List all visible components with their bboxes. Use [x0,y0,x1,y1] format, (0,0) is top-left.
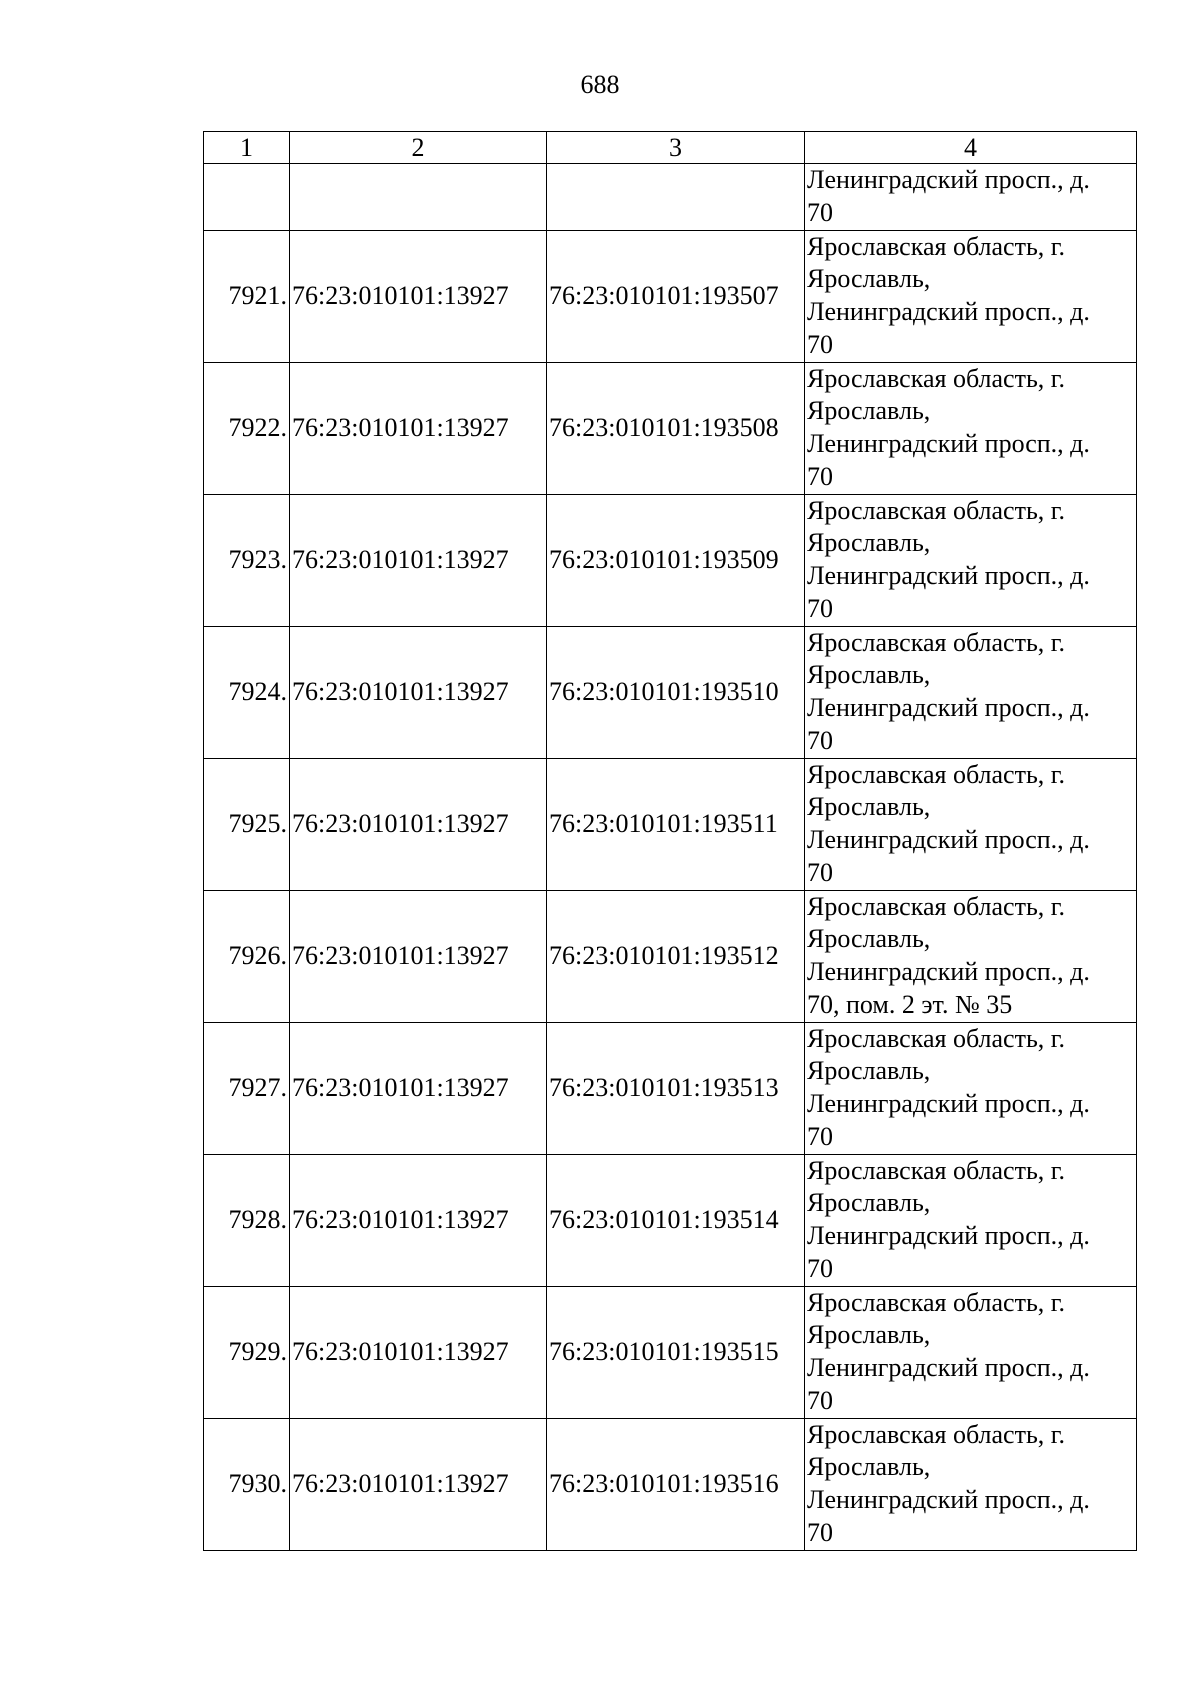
cell-code-2: 76:23:010101:13927 [290,890,547,1022]
address-line: Ленинградский просп., д. [807,693,1090,722]
address-line: Ярославская область, г. [807,627,1066,657]
address-line: Ленинградский просп., д. [807,1221,1090,1250]
address-line: Ярославль, [807,1320,931,1350]
table-header-row [204,132,1137,164]
address-line: 70 [807,461,833,491]
address-line: Ярославль, [807,1452,931,1482]
cell-address [805,494,1137,626]
cell-code-3: 76:23:010101:193515 [547,1286,805,1418]
cell-number: 7922. [204,362,290,494]
page-number: 688 [580,70,620,99]
cell-number: 7929. [204,1286,290,1418]
cell-address [805,1286,1137,1418]
cell-code-2: 76:23:010101:13927 [290,1022,547,1154]
address-line: Ленинградский просп., д. [807,825,1090,854]
column-header-1: 1 [204,132,290,164]
cell-code-2: 76:23:010101:13927 [290,362,547,494]
cell-code-3 [547,164,805,231]
cell-address [805,758,1137,890]
address-line: Ярославская область, г. [807,759,1066,789]
cell-number: 7921. [204,230,290,362]
table-row [204,890,1137,1022]
cell-code-3: 76:23:010101:193511 [547,758,805,890]
cell-number: 7926. [204,890,290,1022]
address-line: Ярославль, [807,264,931,294]
cell-code-2: 76:23:010101:13927 [290,1154,547,1286]
column-header-2: 2 [290,132,547,164]
table-row [204,1418,1137,1550]
cell-number [204,164,290,231]
address-line: 70 [807,1517,833,1547]
address-line: Ярославская область, г. [807,891,1066,921]
cell-code-3: 76:23:010101:193516 [547,1418,805,1550]
table-row [204,626,1137,758]
table-row [204,1286,1137,1418]
address-line: Ярославская область, г. [807,1155,1066,1185]
cell-number: 7923. [204,494,290,626]
cell-code-2: 76:23:010101:13927 [290,626,547,758]
address-line: Ярославская область, г. [807,495,1066,525]
address-line: Ленинградский просп., д. [807,1353,1090,1382]
address-line: 70 [807,593,833,623]
address-line: Ленинградский просп., д. [807,1089,1090,1118]
cell-code-2 [290,164,547,231]
address-line: Ярославская область, г. [807,1287,1066,1317]
cell-code-2: 76:23:010101:13927 [290,494,547,626]
address-line: Ярославль, [807,396,931,426]
cell-address [805,230,1137,362]
address-line: 70, пом. 2 эт. № 35 [807,989,1013,1019]
cell-address [805,1418,1137,1550]
address-line: Ярославль, [807,660,931,690]
address-line: Ярославль, [807,1188,931,1218]
cell-code-3: 76:23:010101:193507 [547,230,805,362]
address-line: Ленинградский просп., д. [807,165,1090,194]
cell-code-3: 76:23:010101:193508 [547,362,805,494]
address-line: Ярославль, [807,528,931,558]
table-row [204,494,1137,626]
address-line: Ярославская область, г. [807,1023,1066,1053]
address-line: 70 [807,197,833,227]
address-line: Ленинградский просп., д. [807,1485,1090,1514]
address-line: Ленинградский просп., д. [807,297,1090,326]
cell-address [805,890,1137,1022]
address-line: 70 [807,1121,833,1151]
cell-number: 7925. [204,758,290,890]
table-row [204,362,1137,494]
cell-code-3: 76:23:010101:193510 [547,626,805,758]
registry-table [203,131,1137,1551]
address-line: 70 [807,1253,833,1283]
cell-address [805,1154,1137,1286]
cell-number: 7928. [204,1154,290,1286]
address-line: Ярославль, [807,792,931,822]
address-line: Ярославль, [807,924,931,954]
cell-code-2: 76:23:010101:13927 [290,230,547,362]
cell-code-3: 76:23:010101:193509 [547,494,805,626]
cell-code-2: 76:23:010101:13927 [290,758,547,890]
cell-address [805,362,1137,494]
address-line: 70 [807,1385,833,1415]
table-row [204,758,1137,890]
address-line: Ленинградский просп., д. [807,957,1090,986]
address-line: 70 [807,857,833,887]
cell-address [805,1022,1137,1154]
cell-address [805,164,1137,231]
cell-number: 7927. [204,1022,290,1154]
table-row [204,230,1137,362]
column-header-4: 4 [805,132,1137,164]
address-line: Ленинградский просп., д. [807,561,1090,590]
cell-code-3: 76:23:010101:193513 [547,1022,805,1154]
cell-address [805,626,1137,758]
cell-number: 7930. [204,1418,290,1550]
cell-code-2: 76:23:010101:13927 [290,1286,547,1418]
address-line: Ярославская область, г. [807,231,1066,261]
continued-row [204,164,1137,231]
address-line: 70 [807,329,833,359]
cell-code-3: 76:23:010101:193514 [547,1154,805,1286]
address-line: Ленинградский просп., д. [807,429,1090,458]
cell-code-3: 76:23:010101:193512 [547,890,805,1022]
cell-number: 7924. [204,626,290,758]
table-row [204,1154,1137,1286]
address-line: 70 [807,725,833,755]
address-line: Ярославская область, г. [807,1419,1066,1449]
cell-code-2: 76:23:010101:13927 [290,1418,547,1550]
address-line: Ярославская область, г. [807,363,1066,393]
column-header-3: 3 [547,132,805,164]
table-row [204,1022,1137,1154]
address-line: Ярославль, [807,1056,931,1086]
